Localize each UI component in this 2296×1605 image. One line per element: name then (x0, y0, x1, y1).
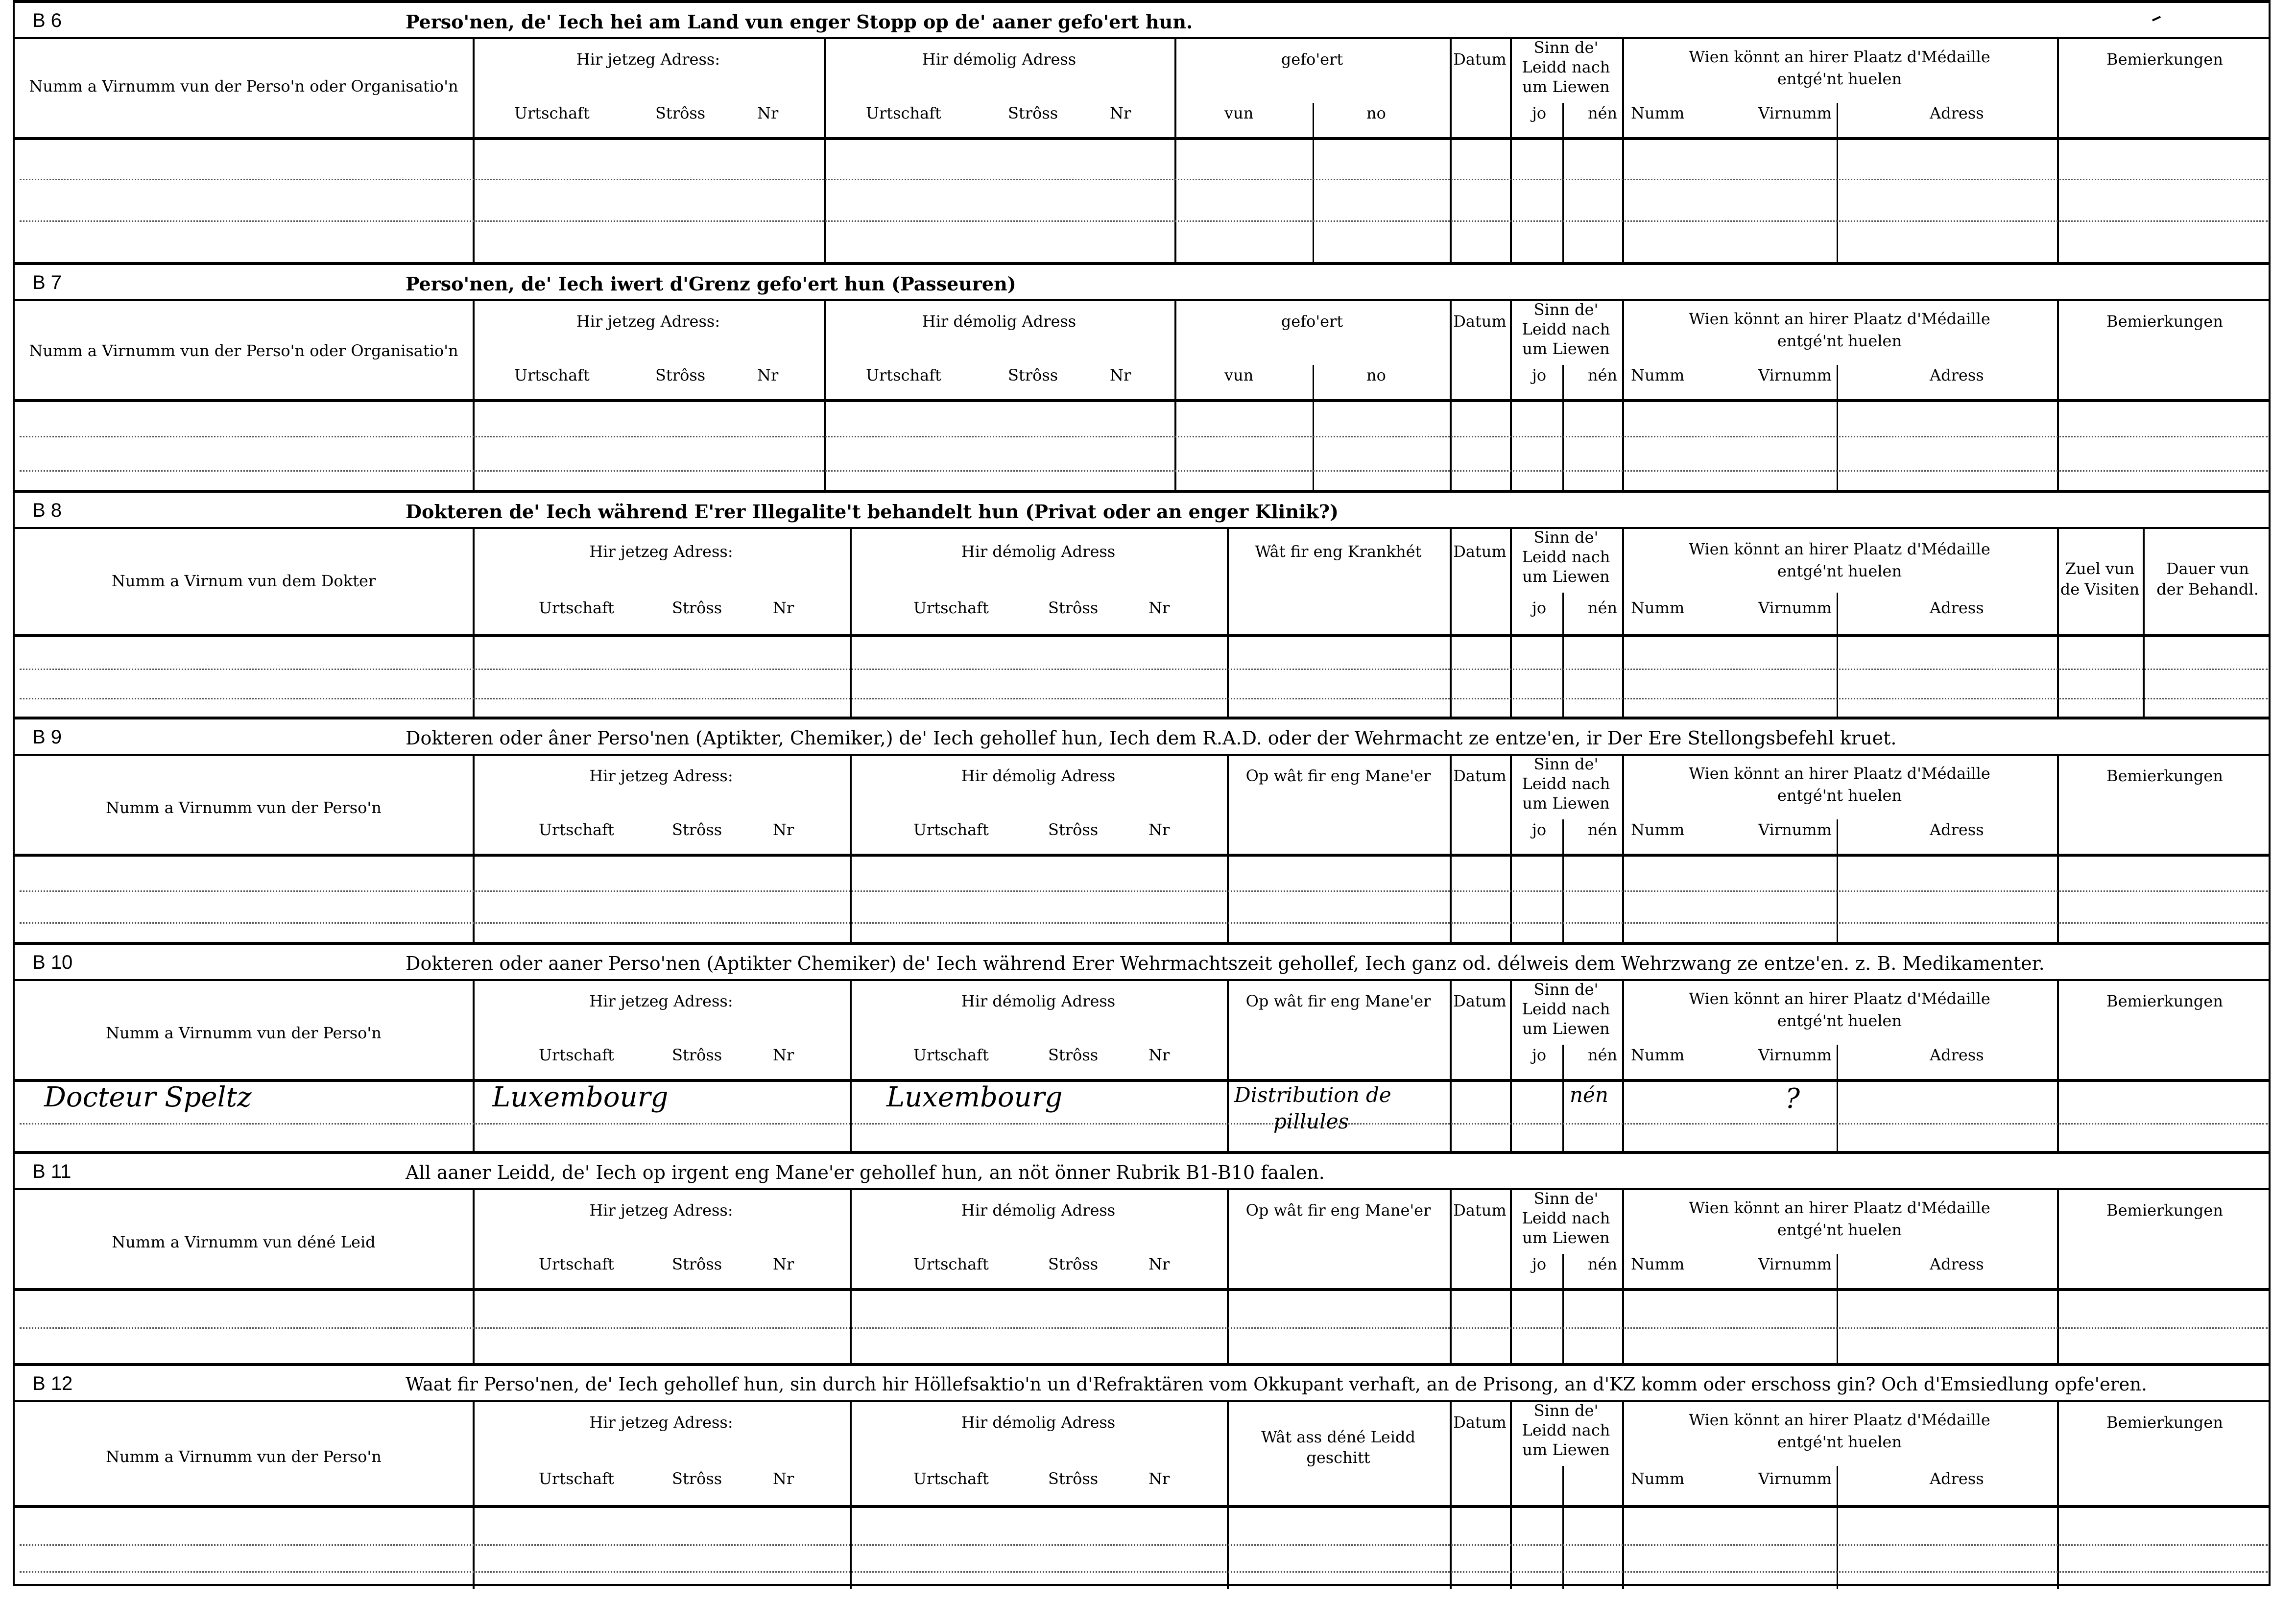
former-address-header: Hir démolig Adress (922, 312, 1076, 331)
name-column-header: Numm a Virnumm vun der Perso'n oder Organisatio'n (29, 77, 458, 96)
number-header: Nr (757, 366, 779, 384)
date-header: Datum (1453, 992, 1507, 1010)
resistance-helpers-form (13, 0, 2271, 1586)
suffered-header-1: Sinn de' (1533, 755, 1599, 773)
what-happened-header-1: Wât ass déné Leidd (1261, 1428, 1415, 1446)
visits-header-1: Zuel vun (2065, 559, 2135, 578)
medal-firstname-header: Virnumm (1758, 1046, 1832, 1064)
suffered-header-3: um Liewen (1522, 794, 1610, 813)
suffered-header-1: Sinn de' (1533, 300, 1599, 319)
number-header: Nr (1110, 104, 1131, 122)
date-header: Datum (1453, 767, 1507, 785)
to-header: no (1366, 104, 1386, 122)
remarks-header: Bemierkungen (2106, 50, 2223, 69)
medal-name-header: Numm (1631, 1469, 1685, 1488)
medal-firstname-header: Virnumm (1758, 104, 1832, 122)
handwritten-manner-line1: Distribution de (1234, 1083, 1391, 1107)
current-address-header: Hir jetzeg Adress: (589, 1201, 733, 1220)
medal-name-header: Numm (1631, 820, 1685, 839)
section-code: B 9 (32, 726, 62, 748)
section-code: B 10 (32, 952, 73, 973)
section-title: Dokteren oder âner Perso'nen (Aptikter, Chemiker,) de' Iech gehollef hun, Iech dem R.A.D. oder der Wehrmacht ze entze'en, ir Der Ere Stellongsbefehl kruet. (406, 727, 1897, 749)
section-title: Waat fir Perso'nen, de' Iech gehollef hun, sin durch hir Höllefsaktio'n un d'Refraktären vom Okkupant verhaft, an de Prisong, an d'KZ komm oder erschoss gin? Och d'Emsiedlung opfe'eren. (406, 1374, 2147, 1395)
no-header: nén (1588, 366, 1618, 384)
suffered-header-2: Leidd nach (1522, 774, 1610, 793)
number-header: Nr (1110, 366, 1131, 384)
street-header: Strôss (672, 1046, 722, 1064)
handwritten-former-town: Luxembourg (886, 1081, 1063, 1113)
medal-name-header: Numm (1631, 366, 1685, 384)
no-header: nén (1588, 104, 1618, 122)
remarks-header: Bemierkungen (2106, 767, 2223, 785)
medal-address-header: Adress (1930, 1046, 1984, 1064)
suffered-header-2: Leidd nach (1522, 1000, 1610, 1018)
suffered-header-3: um Liewen (1522, 1228, 1610, 1247)
current-address-header: Hir jetzeg Adress: (576, 50, 720, 69)
suffered-header-3: um Liewen (1522, 339, 1610, 358)
medal-firstname-header: Virnumm (1758, 366, 1832, 384)
street-header: Strôss (1048, 599, 1099, 617)
former-address-header: Hir démolig Adress (961, 992, 1116, 1010)
current-address-header: Hir jetzeg Adress: (589, 542, 733, 561)
section-title: Dokteren oder aaner Perso'nen (Aptikter Chemiker) de' Iech während Erer Wehrmachtszeit gehollef, Iech ganz od. délweis dem Wehrzwang ze entze'en. z. B. Medikamenter. (406, 953, 2045, 974)
section-title: Dokteren de' Iech während E'rer Illegalite't behandelt hun (Privat oder an enger Klinik?) (406, 501, 1339, 523)
handwritten-medal-mark: ? (1785, 1083, 1800, 1115)
medal-firstname-header: Virnumm (1758, 820, 1832, 839)
medal-address-header: Adress (1930, 366, 1984, 384)
remarks-header: Bemierkungen (2106, 312, 2223, 331)
handwritten-manner-line2: pillules (1273, 1109, 1349, 1133)
section-b7 (15, 262, 2269, 490)
medal-name-header: Numm (1631, 1255, 1685, 1273)
suffered-header-1: Sinn de' (1533, 528, 1599, 547)
suffered-header-3: um Liewen (1522, 77, 1610, 96)
illness-header: Wât fir eng Krankhét (1255, 542, 1422, 561)
medal-name-header: Numm (1631, 599, 1685, 617)
date-header: Datum (1453, 542, 1507, 561)
section-table (15, 979, 2269, 1154)
medal-header-1: Wien könnt an hirer Plaatz d'Médaille (1689, 48, 1990, 66)
current-address-header: Hir jetzeg Adress: (576, 312, 720, 331)
duration-header-1: Dauer vun (2166, 559, 2249, 578)
yes-header: jo (1532, 820, 1547, 839)
driven-header: gefo'ert (1281, 50, 1343, 69)
street-header: Strôss (672, 1255, 722, 1273)
number-header: Nr (1148, 1469, 1170, 1488)
section-b11 (15, 1151, 2269, 1363)
section-header (15, 719, 2269, 754)
section-b8 (15, 490, 2269, 717)
town-header: Urtschaft (913, 820, 989, 839)
number-header: Nr (773, 820, 794, 839)
suffered-header-1: Sinn de' (1533, 1189, 1599, 1208)
date-header: Datum (1453, 1201, 1507, 1220)
town-header: Urtschaft (539, 1469, 614, 1488)
suffered-header-2: Leidd nach (1522, 548, 1610, 566)
town-header: Urtschaft (913, 1255, 989, 1273)
section-code: B 8 (32, 500, 62, 521)
section-b6 (15, 0, 2269, 262)
town-header: Urtschaft (539, 1255, 614, 1273)
section-header (15, 1366, 2269, 1400)
name-column-header: Numm a Virnum vun dem Dokter (111, 572, 376, 590)
medal-header-1: Wien könnt an hirer Plaatz d'Médaille (1689, 310, 1990, 328)
suffered-header-1: Sinn de' (1533, 1401, 1599, 1420)
visits-header-2: de Visiten (2060, 580, 2140, 599)
medal-name-header: Numm (1631, 1046, 1685, 1064)
section-code: B 7 (32, 272, 62, 293)
suffered-header-2: Leidd nach (1522, 1209, 1610, 1227)
handwritten-answer: nén (1570, 1083, 1608, 1107)
street-header: Strôss (672, 1469, 722, 1488)
section-table (15, 37, 2269, 265)
medal-header-1: Wien könnt an hirer Plaatz d'Médaille (1689, 764, 1990, 783)
from-header: vun (1224, 366, 1254, 384)
street-header: Strôss (672, 599, 722, 617)
number-header: Nr (1148, 820, 1170, 839)
number-header: Nr (1148, 599, 1170, 617)
section-b9 (15, 717, 2269, 942)
section-b12 (15, 1363, 2269, 1586)
section-table (15, 527, 2269, 719)
yes-header: jo (1532, 1255, 1547, 1273)
remarks-header: Bemierkungen (2106, 992, 2223, 1010)
current-address-header: Hir jetzeg Adress: (589, 1413, 733, 1432)
name-column-header: Numm a Virnumm vun der Perso'n (106, 798, 382, 817)
yes-header: jo (1532, 366, 1547, 384)
date-header: Datum (1453, 50, 1507, 69)
to-header: no (1366, 366, 1386, 384)
section-header (15, 945, 2269, 979)
medal-header-1: Wien könnt an hirer Plaatz d'Médaille (1689, 1411, 1990, 1429)
town-header: Urtschaft (539, 820, 614, 839)
handwritten-name: Docteur Speltz (44, 1081, 252, 1113)
medal-address-header: Adress (1930, 599, 1984, 617)
number-header: Nr (773, 1255, 794, 1273)
section-code: B 6 (32, 10, 62, 31)
medal-header-1: Wien könnt an hirer Plaatz d'Médaille (1689, 540, 1990, 558)
suffered-header-1: Sinn de' (1533, 980, 1599, 999)
number-header: Nr (1148, 1046, 1170, 1064)
medal-header-1: Wien könnt an hirer Plaatz d'Médaille (1689, 1198, 1990, 1217)
current-address-header: Hir jetzeg Adress: (589, 767, 733, 785)
section-table (15, 754, 2269, 945)
town-header: Urtschaft (514, 104, 590, 122)
medal-name-header: Numm (1631, 104, 1685, 122)
section-table (15, 299, 2269, 493)
no-header: nén (1588, 1255, 1618, 1273)
suffered-header-1: Sinn de' (1533, 38, 1599, 57)
former-address-header: Hir démolig Adress (961, 1201, 1116, 1220)
number-header: Nr (773, 1469, 794, 1488)
medal-header-2: entgé'nt huelen (1777, 1221, 1902, 1239)
suffered-header-2: Leidd nach (1522, 58, 1610, 76)
town-header: Urtschaft (866, 366, 941, 384)
yes-header: jo (1532, 1046, 1547, 1064)
medal-header-2: entgé'nt huelen (1777, 786, 1902, 805)
name-column-header: Numm a Virnumm vun der Perso'n (106, 1024, 382, 1042)
manner-header: Op wât fir eng Mane'er (1245, 992, 1431, 1010)
former-address-header: Hir démolig Adress (961, 1413, 1116, 1432)
former-address-header: Hir démolig Adress (961, 542, 1116, 561)
no-header: nén (1588, 820, 1618, 839)
number-header: Nr (1148, 1255, 1170, 1273)
no-header: nén (1588, 1046, 1618, 1064)
suffered-header-3: um Liewen (1522, 567, 1610, 586)
medal-firstname-header: Virnumm (1758, 1255, 1832, 1273)
town-header: Urtschaft (913, 599, 989, 617)
section-b10 (15, 942, 2269, 1151)
what-happened-header-2: geschitt (1306, 1448, 1370, 1467)
current-address-header: Hir jetzeg Adress: (589, 992, 733, 1010)
section-code: B 12 (32, 1373, 73, 1394)
former-address-header: Hir démolig Adress (922, 50, 1076, 69)
town-header: Urtschaft (539, 599, 614, 617)
town-header: Urtschaft (514, 366, 590, 384)
town-header: Urtschaft (913, 1469, 989, 1488)
section-title: Perso'nen, de' Iech hei am Land vun enger Stopp op de' aaner gefo'ert hun. (406, 11, 1193, 33)
handwritten-current-town: Luxembourg (492, 1081, 669, 1113)
yes-header: jo (1532, 599, 1547, 617)
medal-header-2: entgé'nt huelen (1777, 1433, 1902, 1451)
medal-address-header: Adress (1930, 820, 1984, 839)
suffered-header-3: um Liewen (1522, 1019, 1610, 1038)
street-header: Strôss (1008, 366, 1058, 384)
suffered-header-3: um Liewen (1522, 1440, 1610, 1459)
street-header: Strôss (655, 104, 706, 122)
medal-address-header: Adress (1930, 1255, 1984, 1273)
street-header: Strôss (1008, 104, 1058, 122)
number-header: Nr (757, 104, 779, 122)
date-header: Datum (1453, 312, 1507, 331)
town-header: Urtschaft (866, 104, 941, 122)
medal-header-1: Wien könnt an hirer Plaatz d'Médaille (1689, 989, 1990, 1008)
former-address-header: Hir démolig Adress (961, 767, 1116, 785)
section-title: Perso'nen, de' Iech iwert d'Grenz gefo'ert hun (Passeuren) (406, 273, 1016, 295)
section-title: All aaner Leidd, de' Iech op irgent eng Mane'er gehollef hun, an nöt önner Rubrik B1-B10 faalen. (406, 1162, 1325, 1183)
yes-header: jo (1532, 104, 1547, 122)
town-header: Urtschaft (913, 1046, 989, 1064)
suffered-header-2: Leidd nach (1522, 320, 1610, 338)
medal-header-2: entgé'nt huelen (1777, 332, 1902, 350)
medal-header-2: entgé'nt huelen (1777, 1011, 1902, 1030)
medal-firstname-header: Virnumm (1758, 1469, 1832, 1488)
section-table (15, 1188, 2269, 1366)
street-header: Strôss (1048, 1255, 1099, 1273)
from-header: vun (1224, 104, 1254, 122)
pen-mark (2152, 16, 2161, 21)
section-header (15, 3, 2269, 37)
street-header: Strôss (1048, 1469, 1099, 1488)
manner-header: Op wât fir eng Mane'er (1245, 767, 1431, 785)
medal-header-2: entgé'nt huelen (1777, 562, 1902, 580)
section-header (15, 1154, 2269, 1188)
street-header: Strôss (1048, 820, 1099, 839)
street-header: Strôss (655, 366, 706, 384)
section-header (15, 265, 2269, 299)
remarks-header: Bemierkungen (2106, 1413, 2223, 1432)
number-header: Nr (773, 599, 794, 617)
medal-header-2: entgé'nt huelen (1777, 70, 1902, 88)
medal-address-header: Adress (1930, 1469, 1984, 1488)
date-header: Datum (1453, 1413, 1507, 1432)
name-column-header: Numm a Virnumm vun der Perso'n (106, 1447, 382, 1466)
remarks-header: Bemierkungen (2106, 1201, 2223, 1220)
name-column-header: Numm a Virnumm vun déné Leid (112, 1233, 376, 1251)
suffered-header-2: Leidd nach (1522, 1421, 1610, 1439)
medal-address-header: Adress (1930, 104, 1984, 122)
driven-header: gefo'ert (1281, 312, 1343, 331)
name-column-header: Numm a Virnumm vun der Perso'n oder Organisatio'n (29, 341, 458, 360)
section-table (15, 1400, 2269, 1589)
manner-header: Op wât fir eng Mane'er (1245, 1201, 1431, 1220)
section-code: B 11 (32, 1161, 72, 1182)
no-header: nén (1588, 599, 1618, 617)
medal-firstname-header: Virnumm (1758, 599, 1832, 617)
street-header: Strôss (1048, 1046, 1099, 1064)
street-header: Strôss (672, 820, 722, 839)
number-header: Nr (773, 1046, 794, 1064)
section-header (15, 493, 2269, 527)
town-header: Urtschaft (539, 1046, 614, 1064)
duration-header-2: der Behandl. (2156, 580, 2259, 599)
